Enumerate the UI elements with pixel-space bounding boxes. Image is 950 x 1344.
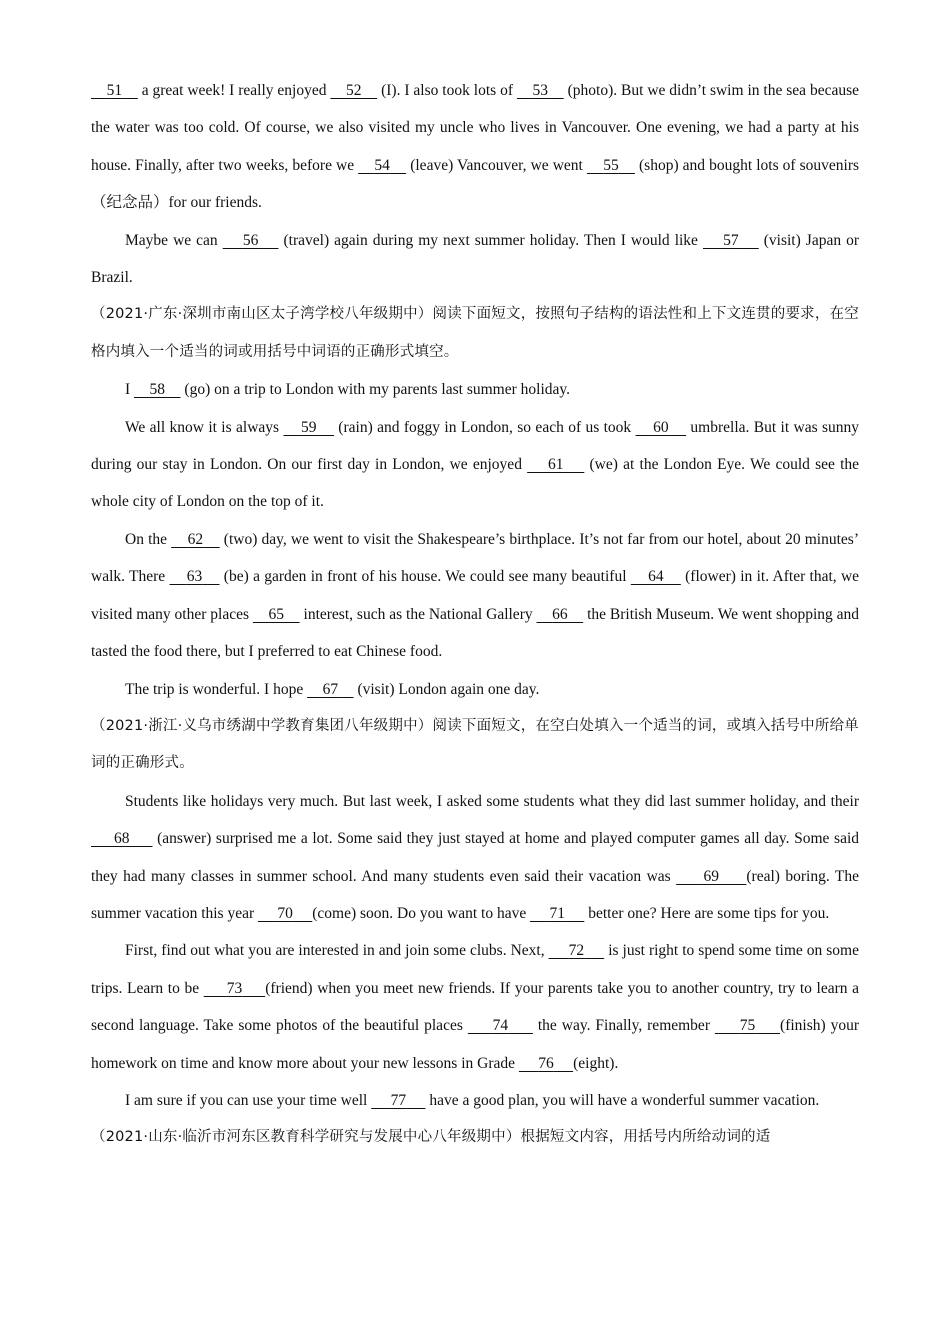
text-run: (friend) when you meet new friends. If your parents take you to another country, try to learn a second language. Take some photos of the beautiful places bbox=[91, 979, 859, 1035]
text-run: (be) a garden in front of his house. We could see many beautiful bbox=[219, 568, 631, 586]
text-run: Students like holidays very much. But last week, I asked some students what they did last summer holiday, and their bbox=[125, 792, 859, 810]
answer-blank[interactable] bbox=[468, 1017, 533, 1034]
answer-blank[interactable] bbox=[358, 157, 406, 174]
answer-blank[interactable] bbox=[537, 606, 584, 623]
answer-blank[interactable] bbox=[91, 830, 153, 847]
text-run: On the bbox=[125, 530, 172, 548]
text-run: We all know it is always bbox=[125, 418, 284, 436]
text-run: have a good plan, you will have a wonderful summer vacation. bbox=[425, 1091, 820, 1109]
answer-blank[interactable] bbox=[549, 942, 605, 959]
answer-blank[interactable] bbox=[258, 905, 312, 922]
source-note bbox=[91, 1119, 859, 1156]
text-run: （2021·广东·深圳市南山区太子湾学校八年级期中）阅读下面短文，按照句子结构的语法性和上下文连贯的要求，在空格内填入一个适当的词或用括号中词语的正确形式填空。 bbox=[91, 306, 859, 360]
text-run: (two) day, we went to visit the Shakespeare’s birthplace. It’s not far from our hotel, about 20 minutes’ walk. There bbox=[91, 530, 859, 586]
passage-paragraph bbox=[91, 72, 859, 222]
blank-number: 66 bbox=[552, 605, 568, 623]
blank-number: 71 bbox=[549, 904, 565, 922]
text-run: (come) soon. Do you want to have bbox=[312, 904, 531, 922]
text-run: is just right to spend some time on some trips. Learn to be bbox=[91, 942, 859, 997]
answer-blank[interactable] bbox=[91, 82, 138, 99]
passage-paragraph bbox=[91, 371, 859, 408]
passage-paragraph bbox=[91, 409, 859, 521]
text-run: better one? Here are some tips for you. bbox=[584, 904, 830, 922]
answer-blank[interactable] bbox=[223, 232, 279, 249]
passage-paragraph bbox=[91, 671, 859, 708]
answer-blank[interactable] bbox=[253, 606, 300, 623]
text-run: (visit) London again one day. bbox=[353, 680, 540, 698]
blank-number: 67 bbox=[322, 680, 339, 698]
text-run: (go) on a trip to London with my parents last summer holiday. bbox=[180, 381, 570, 399]
text-run: interest, such as the National Gallery bbox=[299, 605, 537, 623]
blank-number: 57 bbox=[723, 231, 739, 249]
answer-blank[interactable] bbox=[530, 905, 584, 922]
answer-blank[interactable] bbox=[134, 381, 181, 398]
blank-number: 61 bbox=[547, 456, 564, 474]
passage-paragraph bbox=[91, 521, 859, 671]
source-note bbox=[91, 708, 859, 783]
text-run: (photo). But we didn’t swim in the sea because the water was too cold. Of course, we also visited my uncle who lives in Vancouver. One evening, we had a party at his house. Finally, after two weeks, before we bbox=[91, 82, 860, 174]
blank-number: 56 bbox=[242, 231, 259, 249]
answer-blank[interactable] bbox=[204, 980, 266, 997]
blank-number: 53 bbox=[532, 82, 549, 99]
answer-blank[interactable] bbox=[330, 82, 377, 99]
text-run: （2021·山东·临沂市河东区教育科学研究与发展中心八年级期中）根据短文内容，用括号内所给动词的适 bbox=[91, 1129, 771, 1146]
blank-number: 55 bbox=[603, 156, 619, 174]
answer-blank[interactable] bbox=[519, 1055, 573, 1072]
blank-number: 72 bbox=[568, 942, 585, 960]
blank-number: 70 bbox=[277, 904, 293, 922]
text-run: the British Museum. We went shopping and tasted the food there, but I preferred to eat Chinese food. bbox=[91, 605, 860, 661]
text-run: (leave) Vancouver, we went bbox=[406, 156, 587, 174]
blank-number: 52 bbox=[346, 82, 362, 99]
passage-paragraph bbox=[91, 1082, 859, 1119]
blank-number: 74 bbox=[492, 1017, 509, 1035]
text-run: (real) boring. The summer vacation this year bbox=[91, 867, 860, 922]
blank-number: 69 bbox=[703, 867, 720, 885]
text-run: (flower) in it. After that, we visited many other places bbox=[91, 568, 860, 623]
text-run: First, find out what you are interested in and join some clubs. Next, bbox=[125, 942, 549, 960]
answer-blank[interactable] bbox=[517, 82, 564, 99]
answer-blank[interactable] bbox=[636, 419, 687, 436]
source-note bbox=[91, 296, 859, 371]
text-run: (finish) your homework on time and know more about your new lessons in Grade bbox=[91, 1017, 860, 1072]
text-run: (we) at the London Eye. We could see the whole city of London on the top of it. bbox=[91, 456, 860, 511]
answer-blank[interactable] bbox=[527, 456, 584, 473]
answer-blank[interactable] bbox=[676, 868, 746, 885]
text-run: (travel) again during my next summer holiday. Then I would like bbox=[278, 231, 703, 249]
blank-number: 68 bbox=[114, 830, 130, 848]
blank-number: 73 bbox=[226, 979, 243, 997]
passage-paragraph bbox=[91, 783, 859, 933]
text-run: I bbox=[125, 381, 135, 399]
answer-blank[interactable] bbox=[171, 531, 220, 548]
passage-paragraph bbox=[91, 222, 859, 297]
blank-number: 58 bbox=[149, 381, 166, 399]
blank-number: 51 bbox=[106, 82, 123, 99]
blank-number: 64 bbox=[648, 568, 664, 586]
blank-number: 76 bbox=[538, 1054, 554, 1072]
answer-blank[interactable] bbox=[371, 1092, 425, 1109]
blank-number: 65 bbox=[268, 605, 285, 623]
blank-number: 54 bbox=[374, 156, 390, 174]
answer-blank[interactable] bbox=[587, 157, 635, 174]
passage-paragraph bbox=[91, 932, 859, 1082]
text-run: (answer) surprised me a lot. Some said they just stayed at home and played computer games all day. Some said they had many classes in summer school. And many students even said their vacation was bbox=[91, 830, 860, 885]
answer-blank[interactable] bbox=[283, 419, 334, 436]
blank-number: 60 bbox=[653, 418, 669, 436]
answer-blank[interactable] bbox=[307, 681, 354, 698]
text-run: Maybe we can bbox=[125, 231, 223, 249]
answer-blank[interactable] bbox=[715, 1017, 780, 1034]
text-run: (shop) and bought lots of souvenirs（纪念品）for our friends. bbox=[91, 156, 860, 212]
blank-number: 63 bbox=[186, 568, 203, 586]
answer-blank[interactable] bbox=[703, 232, 759, 249]
blank-number: 75 bbox=[739, 1017, 756, 1035]
blank-number: 59 bbox=[300, 418, 317, 436]
text-run: I am sure if you can use your time well bbox=[125, 1091, 372, 1109]
text-run: a great week! I really enjoyed bbox=[137, 82, 331, 99]
blank-number: 77 bbox=[390, 1091, 407, 1109]
text-run: The trip is wonderful. I hope bbox=[125, 680, 308, 698]
text-run: (I). I also took lots of bbox=[377, 82, 517, 99]
answer-blank[interactable] bbox=[170, 568, 220, 585]
text-run: umbrella. But it was sunny during our stay in London. On our first day in London, we enjoyed bbox=[91, 418, 860, 474]
blank-number: 62 bbox=[187, 530, 204, 548]
document-page bbox=[91, 72, 859, 1157]
text-run: (eight). bbox=[573, 1054, 619, 1072]
text-run: the way. Finally, remember bbox=[532, 1017, 715, 1035]
text-run: (rain) and foggy in London, so each of us took bbox=[333, 418, 636, 436]
answer-blank[interactable] bbox=[631, 568, 681, 585]
text-run: （2021·浙江·义乌市绣湖中学教育集团八年级期中）阅读下面短文，在空白处填入一个适当的词，或填入括号中所给单词的正确形式。 bbox=[91, 717, 859, 772]
text-run: (visit) Japan or Brazil. bbox=[91, 231, 860, 287]
